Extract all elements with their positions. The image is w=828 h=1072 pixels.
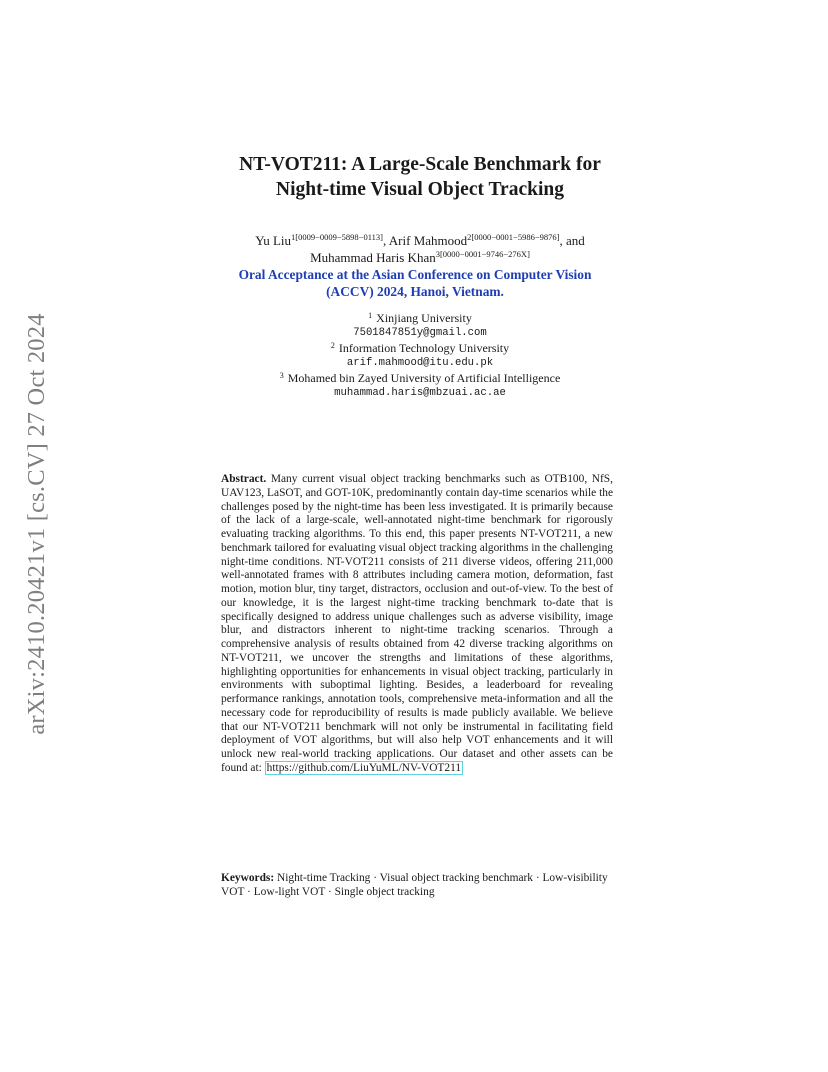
acceptance-note bbox=[180, 266, 650, 300]
keywords-text: Night-time Tracking · Visual object tracking benchmark · Low-visibility VOT · Low-light VOT · Single object tracking bbox=[221, 872, 608, 898]
affiliation-name: Information Technology University bbox=[338, 341, 510, 355]
affiliation-number: 1 bbox=[368, 311, 373, 320]
author-line-1: Yu Liu$^{1[0009-0009-5898-0113]}$, Arif Mahmood$^{2[0000-0001-5986-9876]}$, and bbox=[255, 232, 585, 248]
affiliation-email: 7501847851y@gmail.com bbox=[353, 327, 487, 339]
affiliation-2 bbox=[170, 341, 670, 356]
author-orcid: 2[0000−0001−5986−9876] bbox=[467, 232, 560, 242]
abstract-label: Abstract. bbox=[221, 473, 267, 485]
affiliation-3 bbox=[170, 371, 670, 386]
abstract-text: Many current visual object tracking benchmarks such as OTB100, NfS, UAV123, LaSOT, and GOT-10K, predominantly contain day-time scenarios while the challenges posed by the night-time has been less investigated. It is primarily because of the lack of a large-scale, well-annotated night-time benchmark for rigorously evaluating tracking algorithms. To this end, this paper presents NT-VOT211, a new benchmark tailored for evaluating visual object tracking algorithms in the challenging night-time conditions. NT-VOT211 consists of 211 diverse videos, offering 211,000 well-annotated frames with 8 attributes including camera motion, deformation, fast motion, motion blur, tiny target, distractors, occlusion and out-of-view. To the best of our knowledge, it is the largest night-time tracking benchmark to-date that is specifically designed to address unique challenges such as adverse visibility, image blur, and distractors inherent to night-time tracking scenarios. Through a comprehensive analysis of results obtained from 42 diverse tracking algorithms on NT-VOT211, we uncover the strengths and limitations of these algorithms, highlighting opportunities for enhancements in visual object tracking, particularly in environments with suboptimal lighting. Besides, a leaderboard for revealing performance rankings, annotation tools, comprehensive meta-information and all the necessary code for reproducibility of results is made publicly available. We believe that our NT-VOT211 benchmark will not only be instrumental in facilitating field deployment of VOT algorithms, but will also help VOT enhancements and it will unlock new real-world tracking applications. Our dataset and other assets can be found at: bbox=[221, 473, 613, 774]
author-orcid: 1[0009−0009−5898−0113] bbox=[291, 232, 383, 242]
affiliation-email: arif.mahmood@itu.edu.pk bbox=[346, 357, 494, 369]
arxiv-stamp-text: arXiv:2410.20421v1 [cs.CV] 27 Oct 2024 bbox=[23, 312, 50, 735]
title-line-1: NT-VOT211: A Large-Scale Benchmark for bbox=[239, 154, 601, 175]
paper-title bbox=[170, 152, 670, 202]
author-and: , and bbox=[559, 233, 585, 248]
affiliation-number: 2 bbox=[330, 341, 335, 350]
title-line-2: Night-time Visual Object Tracking bbox=[276, 179, 564, 200]
affiliation-name: Xinjiang University bbox=[376, 311, 472, 325]
affiliation-number: 3 bbox=[279, 371, 284, 380]
repo-link[interactable]: https://github.com/LiuYuML/NV-VOT211 bbox=[266, 761, 462, 774]
keywords bbox=[221, 871, 613, 899]
arxiv-stamp bbox=[14, 286, 60, 761]
affiliations bbox=[170, 311, 670, 401]
author-name: Yu Liu bbox=[255, 233, 292, 248]
acceptance-line-1: Oral Acceptance at the Asian Conference on Computer Vision bbox=[238, 267, 592, 282]
keywords-label: Keywords: bbox=[221, 872, 275, 884]
affiliation-email: muhammad.haris@mbzuai.ac.ae bbox=[334, 387, 506, 399]
abstract bbox=[221, 473, 613, 776]
author-list bbox=[170, 232, 670, 266]
affiliation-name: Mohamed bin Zayed University of Artificial Intelligence bbox=[287, 371, 561, 385]
acceptance-line-2: (ACCV) 2024, Hanoi, Vietnam. bbox=[326, 284, 504, 299]
author-orcid: 3[0000−0001−9746−276X] bbox=[435, 249, 530, 259]
affiliation-1 bbox=[170, 311, 670, 326]
author-line-2 bbox=[170, 249, 670, 266]
author-name: Arif Mahmood bbox=[388, 233, 468, 248]
author-name: Muhammad Haris Khan bbox=[310, 250, 436, 265]
